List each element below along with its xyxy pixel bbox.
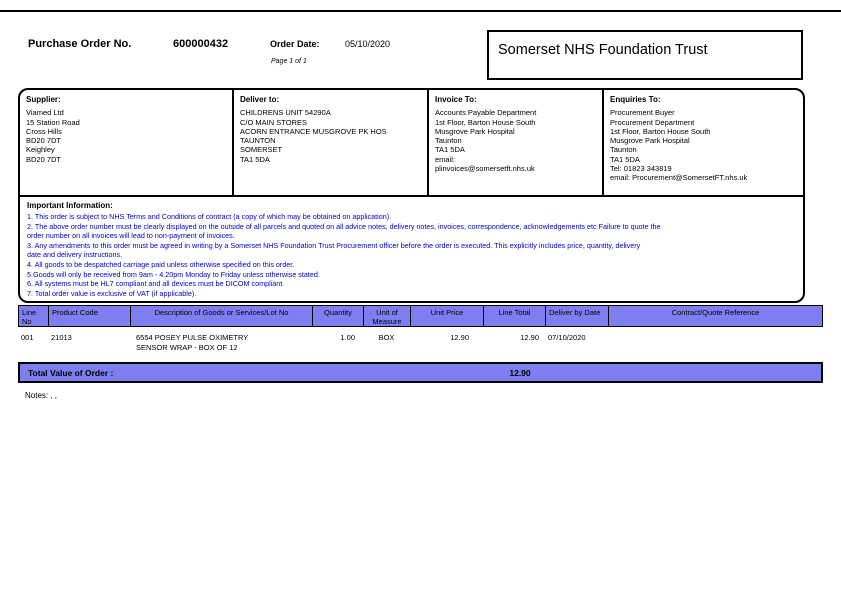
column-header-unit-price: Unit Price (411, 306, 484, 326)
enquiries-to-line: TA1 5DA (610, 154, 640, 164)
column-header-quantity: Quantity (313, 306, 364, 326)
order-total-value: 12.90 (509, 367, 531, 378)
enquiries-to-line: 1st Floor, Barton House South (610, 126, 711, 136)
invoice-to-address-line: Accounts Payable Department (435, 108, 537, 118)
important-information-line: 5.Goods will only be received from 9am - 4.20pm Monday to Friday unless otherwise stated. (27, 269, 320, 279)
supplier-address-line: Cross Hills (26, 126, 62, 136)
invoice-to-address-line: email: (435, 154, 456, 164)
cell-unit-price: 12.90 (450, 333, 469, 342)
invoice-to-address-line: TA1 5DA (435, 145, 465, 155)
notes-text: Notes: , , (25, 391, 58, 400)
supplier-label: Supplier: (26, 95, 61, 104)
column-header-line-total: Line Total (484, 306, 546, 326)
order-details-panel (18, 88, 805, 303)
po-number-value: 600000432 (173, 38, 229, 50)
column-header-line-no: Line No (19, 306, 49, 326)
column-header-deliver-by-date: Deliver by Date (546, 306, 609, 326)
deliver-to-address-line: CHILDRENS UNIT 54290A (240, 108, 331, 118)
deliver-to-address-line: C/O MAIN STORES (240, 117, 307, 127)
important-information-line: 1. This order is subject to NHS Terms and Conditions of contract (a copy of which may be obtained on application). (27, 212, 392, 221)
cell-contract-quote-reference (608, 331, 823, 354)
order-date-value: 05/10/2020 (345, 39, 391, 49)
invoice-to-label: Invoice To: (435, 95, 477, 104)
column-header-unit-of-measure: Unit of Measure (364, 306, 411, 326)
po-number-label: Purchase Order No. (28, 38, 132, 50)
cell-line-total: 12.90 (520, 333, 539, 342)
address-row (20, 90, 803, 197)
cell-quantity: 1.00 (340, 333, 355, 342)
deliver-to-address-line: TA1 5DA (240, 154, 270, 164)
cell-description-text: 6554 POSEY PULSE OXIMETRY SENSOR WRAP - BOX OF 12 (136, 333, 249, 352)
trust-name-box (487, 30, 803, 80)
deliver-to-address-line: TAUNTON (240, 136, 276, 146)
cell-line-no: 001 (21, 333, 34, 342)
deliver-to-label: Deliver to: (240, 95, 280, 104)
supplier-section (20, 90, 234, 195)
supplier-address-line: BD20 7DT (26, 154, 62, 164)
important-information-line: 7. Total order value is exclusive of VAT (if applicable). (27, 288, 197, 298)
supplier-address (26, 108, 226, 164)
important-information-line: 6. All systems must be HL7 compliant and all devices must be DICOM compliant. (27, 279, 285, 289)
line-items-table-header (18, 305, 823, 327)
cell-product-code: 21013 (51, 333, 72, 342)
invoice-to-address-line: plinvoices@somersetft.nhs.uk (435, 164, 535, 174)
enquiries-to-line: Tel: 01823 343819 (610, 164, 672, 174)
deliver-to-address (240, 108, 421, 164)
enquiries-to-details (610, 108, 797, 182)
important-information-line: 2. The above order number must be clearly displayed on the outside of all parcels and quoted on all advice notes, delivery notes, invoices, correspondence, acknowledgements etc Failure to quote the (27, 221, 661, 231)
order-total-bar (18, 362, 823, 383)
cell-description (130, 331, 312, 354)
enquiries-to-line: Procurement Buyer (610, 108, 675, 118)
supplier-address-line: Viamed Ltd (26, 108, 64, 118)
enquiries-to-line: Taunton (610, 145, 637, 155)
enquiries-to-line: Procurement Department (610, 117, 695, 127)
supplier-address-line: Keighley (26, 145, 55, 155)
order-total-label: Total Value of Order : (28, 367, 114, 378)
enquiries-to-label: Enquiries To: (610, 95, 661, 104)
important-information-line: 3. Any amendments to this order must be agreed in writing by a Somerset NHS Foundation Trust Procurement officer before the order is executed. This explicitly includes price, quantity, delivery (27, 240, 641, 250)
enquiries-to-section (604, 90, 803, 195)
top-divider (0, 10, 841, 12)
important-information-text (27, 212, 796, 298)
trust-name: Somerset NHS Foundation Trust (498, 42, 708, 58)
cell-unit-of-measure: BOX (378, 333, 395, 342)
important-information-line: date and delivery instructions. (27, 250, 123, 260)
line-item-row (18, 331, 823, 354)
important-information-section (20, 197, 803, 302)
order-date-label: Order Date: (270, 39, 320, 49)
supplier-address-line: 15 Station Road (26, 117, 80, 127)
page-indicator: Page 1 of 1 (271, 58, 307, 65)
column-header-description: Description of Goods or Services/Lot No (131, 306, 313, 326)
invoice-to-address-line: Musgrove Park Hospital (435, 126, 515, 136)
supplier-address-line: BD20 7DT (26, 136, 62, 146)
important-information-line: 4. All goods to be despatched carriage paid unless otherwise specified on this order. (27, 259, 295, 269)
cell-deliver-by-date: 07/10/2020 (548, 333, 586, 342)
column-header-product-code: Product Code (49, 306, 131, 326)
column-header-contract-quote-reference: Contract/Quote Reference (671, 308, 760, 317)
invoice-to-section (429, 90, 604, 195)
enquiries-to-line: Musgrove Park Hospital (610, 136, 690, 146)
invoice-to-address (435, 108, 596, 173)
invoice-to-address-line: Taunton (435, 136, 462, 146)
deliver-to-section (234, 90, 429, 195)
enquiries-to-line: email: Procurement@SomersetFT.nhs.uk (610, 173, 748, 183)
deliver-to-address-line: SOMERSET (240, 145, 283, 155)
deliver-to-address-line: ACORN ENTRANCE MUSGROVE PK HOS (240, 126, 387, 136)
important-information-label: Important Information: (27, 201, 113, 210)
important-information-line: order number on all invoices will lead to non-payment of invoices. (27, 231, 235, 241)
invoice-to-address-line: 1st Floor, Barton House South (435, 117, 536, 127)
